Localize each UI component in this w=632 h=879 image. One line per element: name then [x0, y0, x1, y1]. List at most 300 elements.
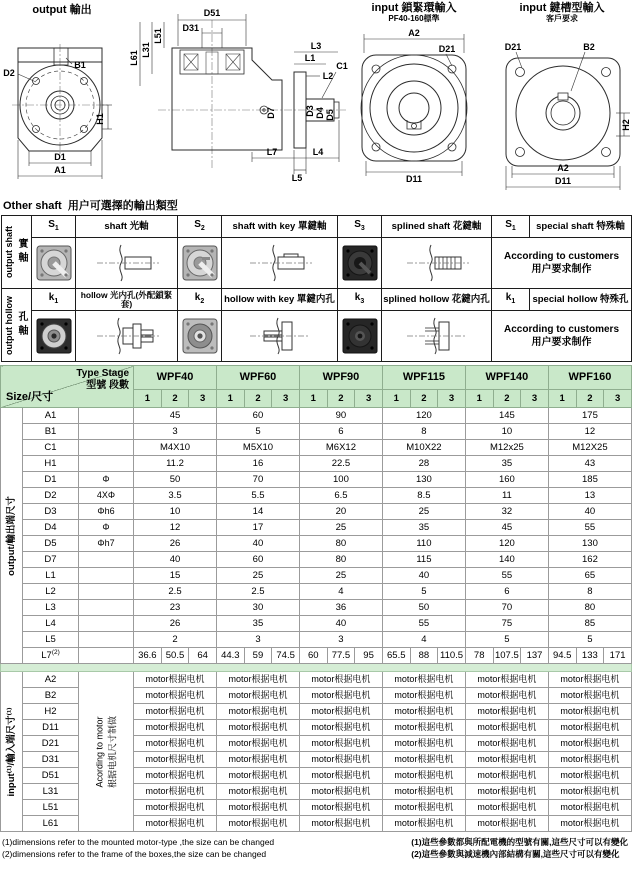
shaft-special-note: [492, 238, 632, 289]
value-cell: 162: [548, 552, 631, 568]
value-cell: 11: [465, 488, 548, 504]
footnotes-chinese: [411, 836, 628, 861]
value-cell: 40: [134, 552, 217, 568]
hollow-code-special: [492, 289, 530, 311]
corner-size-label: Size/尺寸: [6, 391, 54, 404]
hollow-label-plain: hollow 光内孔(外配鎖緊套): [76, 289, 178, 311]
row-name-l5: [23, 632, 79, 648]
shaft-code-s3: [338, 216, 382, 238]
value-cell: 25: [299, 568, 382, 584]
motor-value-cell-wpf40: motor根据电机: [134, 704, 217, 720]
value-cell: 60: [299, 648, 327, 664]
row-name-text: D5: [44, 537, 57, 549]
value-cell: 3.5: [134, 488, 217, 504]
shaft-special-note-en: According to customers: [503, 250, 620, 262]
type-header-wpf140: WPF140: [465, 366, 548, 390]
corner-type-zh: 型號 段數: [86, 380, 130, 391]
code-letter: k: [505, 292, 512, 304]
row-name-text: L7: [41, 650, 52, 662]
shaft-label-special: special shaft 特殊軸: [530, 216, 632, 238]
output-hollow-side-en: output hollow: [4, 295, 14, 355]
row-name-text: D2: [44, 489, 57, 501]
motor-value-cell-wpf115: motor根据电机: [382, 768, 465, 784]
code-letter: k: [194, 292, 201, 304]
dim-label-l3: L3: [310, 41, 322, 51]
motor-value-cell-wpf140: motor根据电机: [465, 672, 548, 688]
hollow-label-special: special hollow 特殊孔: [530, 289, 632, 311]
shaft-key-drawing-image: [244, 241, 316, 285]
shaft-drawing-spline: [382, 238, 492, 289]
value-cell: 95: [355, 648, 383, 664]
dim-label-l31: L31: [141, 42, 151, 58]
row-symbol: [79, 568, 134, 584]
motor-value-cell-wpf60: motor根据电机: [216, 800, 299, 816]
drawing-output-front-view: [3, 2, 112, 179]
value-cell: 120: [465, 536, 548, 552]
dim-label-d11: D11: [405, 174, 423, 184]
value-cell: 3: [216, 632, 299, 648]
motor-value-cell-wpf140: motor根据电机: [465, 736, 548, 752]
code-letter: S: [354, 219, 361, 231]
dim-label-d7: D7: [266, 107, 276, 119]
hollow-flange-photo-dark-image: [340, 316, 380, 356]
value-cell: 28: [382, 456, 465, 472]
value-cell: M5X10: [216, 440, 299, 456]
value-cell: 12: [548, 424, 631, 440]
value-cell: 65.5: [382, 648, 410, 664]
value-cell: 20: [299, 504, 382, 520]
row-name-text: C1: [44, 441, 57, 453]
value-cell: 17: [216, 520, 299, 536]
table-row-l2: [1, 584, 632, 600]
value-cell: 8.5: [382, 488, 465, 504]
value-cell: 80: [548, 600, 631, 616]
stage-header-wpf160-3: 3: [604, 390, 632, 408]
corner-type-en: Type Stage: [76, 368, 130, 379]
row-symbol: [79, 456, 134, 472]
footnote-zh-2: (2)這些參數與減速機內部結構有關,這些尺寸可以有變化: [411, 849, 620, 860]
row-name-c1: [23, 440, 79, 456]
motor-value-cell-wpf115: motor根据电机: [382, 720, 465, 736]
value-cell: 5: [465, 632, 548, 648]
value-cell: 80: [299, 536, 382, 552]
input-keyway-title: input 鍵槽型輸入: [519, 2, 605, 14]
technical-drawings: [0, 0, 632, 196]
motor-value-cell-wpf40: motor根据电机: [134, 672, 217, 688]
hollow-photo-k2: [178, 311, 222, 362]
input-keyway-subtitle: 客戶要求: [546, 14, 578, 23]
motor-value-cell-wpf160: motor根据电机: [548, 736, 631, 752]
dim-label-h1: H1: [95, 113, 105, 125]
output-section-label: [1, 408, 23, 664]
row-symbol: [79, 584, 134, 600]
value-cell: 175: [548, 408, 631, 424]
value-cell: 25: [382, 504, 465, 520]
value-cell: 26: [134, 536, 217, 552]
motor-value-cell-wpf90: motor根据电机: [299, 816, 382, 832]
table-row-d3: [1, 504, 632, 520]
value-cell: 55: [465, 568, 548, 584]
row-name-d51: D51: [23, 768, 79, 784]
motor-value-cell-wpf60: motor根据电机: [216, 736, 299, 752]
row-name-d5: [23, 536, 79, 552]
value-cell: 88: [410, 648, 438, 664]
value-cell: 2: [134, 632, 217, 648]
value-cell: 65: [548, 568, 631, 584]
hollow-label-spline: splined hollow 花鍵内孔: [382, 289, 492, 311]
other-shaft-title-zh: 用户可選擇的輸出類型: [67, 200, 178, 212]
code-sub: 2: [200, 225, 205, 233]
motor-value-cell-wpf90: motor根据电机: [299, 800, 382, 816]
dim-label-d1: D1: [54, 152, 66, 162]
row-name-b2: B2: [23, 688, 79, 704]
dim-label-d4: D4: [315, 107, 325, 119]
dim-label-l1: L1: [304, 53, 316, 63]
code-sub: 1: [511, 298, 516, 306]
hollow-special-note: [492, 311, 632, 362]
row-name-d11: D11: [23, 720, 79, 736]
table-row-l7: [1, 648, 632, 664]
row-name-l61: L61: [23, 816, 79, 832]
stage-header-wpf140-2: 2: [493, 390, 521, 408]
row-name-text: D4: [44, 521, 57, 533]
hollow-flange-photo-image: [34, 316, 74, 356]
code-letter: k: [48, 292, 55, 304]
motor-value-cell-wpf115: motor根据电机: [382, 800, 465, 816]
row-symbol: 4XΦ: [79, 488, 134, 504]
motor-value-cell-wpf160: motor根据电机: [548, 800, 631, 816]
shaft-spline-drawing-image: [401, 241, 473, 285]
code-sub: 2: [200, 298, 205, 306]
motor-value-cell-wpf60: motor根据电机: [216, 768, 299, 784]
row-symbol: [79, 616, 134, 632]
output-shaft-side-en: output shaft: [4, 226, 14, 278]
table-row-b1: [1, 424, 632, 440]
table-row-d5: [1, 536, 632, 552]
value-cell: 10: [465, 424, 548, 440]
motor-value-cell-wpf90: motor根据电机: [299, 672, 382, 688]
value-cell: 137: [521, 648, 549, 664]
stage-header-wpf160-2: 2: [576, 390, 604, 408]
hollow-drawing-spline: [382, 311, 492, 362]
motor-value-cell-wpf60: motor根据电机: [216, 672, 299, 688]
motor-value-cell-wpf115: motor根据电机: [382, 704, 465, 720]
motor-value-cell-wpf90: motor根据电机: [299, 704, 382, 720]
row-symbol: Φh7: [79, 536, 134, 552]
motor-value-cell-wpf40: motor根据电机: [134, 752, 217, 768]
dim-label-l4: L4: [312, 147, 324, 157]
value-cell: 74.5: [272, 648, 300, 664]
motor-value-cell-wpf140: motor根据电机: [465, 784, 548, 800]
footnotes-english: [2, 836, 274, 861]
type-header-wpf160: WPF160: [548, 366, 631, 390]
value-cell: 23: [134, 600, 217, 616]
shaft-photo-s3: [338, 238, 382, 289]
row-name-text: L5: [45, 633, 56, 645]
motor-value-cell-wpf160: motor根据电机: [548, 704, 631, 720]
value-cell: M12x25: [465, 440, 548, 456]
table-row-a1: [1, 408, 632, 424]
value-cell: 145: [465, 408, 548, 424]
corner-type-label: [76, 368, 129, 392]
code-sub: 3: [360, 298, 365, 306]
table-row-c1: [1, 440, 632, 456]
table-row-d2: [1, 488, 632, 504]
dim-label-l2: L2: [322, 71, 334, 81]
table-row-l3: [1, 600, 632, 616]
value-cell: 160: [465, 472, 548, 488]
row-name-text: H1: [44, 457, 57, 469]
motor-value-cell-wpf140: motor根据电机: [465, 688, 548, 704]
value-cell: 35: [465, 456, 548, 472]
row-name-l4: [23, 616, 79, 632]
value-cell: 15: [134, 568, 217, 584]
value-cell: 25: [216, 568, 299, 584]
table-row-l4: [1, 616, 632, 632]
footnote-en-2: (2)dimensions refer to the frame of the boxes,the size can be changed: [2, 849, 267, 860]
table-row-l5: [1, 632, 632, 648]
output-shaft-side-zh: 實軸: [16, 238, 27, 266]
stage-header-wpf115-3: 3: [438, 390, 466, 408]
value-cell: 14: [216, 504, 299, 520]
value-cell: 50.5: [161, 648, 189, 664]
motor-value-cell-wpf60: motor根据电机: [216, 784, 299, 800]
code-letter: S: [194, 219, 201, 231]
row-name-d1: [23, 472, 79, 488]
value-cell: 44.3: [216, 648, 244, 664]
value-cell: 35: [382, 520, 465, 536]
motor-value-cell-wpf60: motor根据电机: [216, 720, 299, 736]
value-cell: 64: [189, 648, 217, 664]
value-cell: 59: [244, 648, 272, 664]
dim-label-l7: L7: [266, 147, 278, 157]
shaft-code-s2: [178, 216, 222, 238]
code-sub: 3: [360, 225, 365, 233]
motor-value-cell-wpf40: motor根据电机: [134, 768, 217, 784]
row-name-h2: H2: [23, 704, 79, 720]
value-cell: 13: [548, 488, 631, 504]
motor-value-cell-wpf160: motor根据电机: [548, 688, 631, 704]
value-cell: 115: [382, 552, 465, 568]
hollow-special-note-en: According to customers: [503, 323, 620, 335]
value-cell: 5: [216, 424, 299, 440]
row-name-a1: [23, 408, 79, 424]
row-symbol: [79, 600, 134, 616]
value-cell: 100: [299, 472, 382, 488]
motor-value-cell-wpf40: motor根据电机: [134, 736, 217, 752]
input-lockring-title: input 鎖緊環輸入: [371, 2, 457, 14]
drawing-input-lockring-view: [361, 0, 467, 184]
flange-photo-dark-image: [340, 243, 380, 283]
dim-label-l51: L51: [153, 28, 163, 44]
stage-header-wpf60-3: 3: [272, 390, 300, 408]
motor-value-cell-wpf115: motor根据电机: [382, 784, 465, 800]
motor-value-cell-wpf90: motor根据电机: [299, 688, 382, 704]
motor-value-cell-wpf40: motor根据电机: [134, 784, 217, 800]
table-row-h1: [1, 456, 632, 472]
stage-header-wpf90-1: 1: [299, 390, 327, 408]
row-name-l51: L51: [23, 800, 79, 816]
row-name-d31: D31: [23, 752, 79, 768]
motor-value-cell-wpf140: motor根据电机: [465, 720, 548, 736]
row-name-l1: [23, 568, 79, 584]
value-cell: 4: [299, 584, 382, 600]
hollow-flange-photo-image: [180, 316, 220, 356]
value-cell: 77.5: [327, 648, 355, 664]
value-cell: 60: [216, 552, 299, 568]
row-name-l7: [23, 648, 79, 664]
hollow-special-note-zh: 用户要求制作: [531, 337, 592, 348]
value-cell: 30: [216, 600, 299, 616]
row-symbol: Φ: [79, 520, 134, 536]
motor-value-cell-wpf90: motor根据电机: [299, 784, 382, 800]
value-cell: 6: [465, 584, 548, 600]
motor-value-cell-wpf160: motor根据电机: [548, 784, 631, 800]
row-name-superscript: (2): [51, 649, 60, 657]
motor-value-cell-wpf60: motor根据电机: [216, 752, 299, 768]
stage-header-wpf115-2: 2: [410, 390, 438, 408]
other-shaft-title: [3, 197, 632, 213]
value-cell: M12X25: [548, 440, 631, 456]
stage-header-wpf90-3: 3: [355, 390, 383, 408]
output-drawing-title: output 輸出: [32, 4, 92, 16]
value-cell: 8: [548, 584, 631, 600]
input-lockring-subtitle: PF40-160標準: [388, 14, 440, 23]
dim-label-l5: L5: [291, 173, 303, 183]
hollow-code-k1: [32, 289, 76, 311]
dim-label-d3: D3: [305, 105, 315, 117]
value-cell: 120: [382, 408, 465, 424]
shaft-special-note-zh: 用户要求制作: [531, 264, 592, 275]
drawing-side-section-view: [129, 8, 348, 183]
motor-value-cell-wpf60: motor根据电机: [216, 816, 299, 832]
value-cell: 11.2: [134, 456, 217, 472]
dim-label-d21-2: D21: [504, 42, 522, 52]
row-name-text: D7: [44, 553, 57, 565]
shaft-label-spline: splined shaft 花鍵軸: [382, 216, 492, 238]
motor-value-cell-wpf115: motor根据电机: [382, 672, 465, 688]
row-name-d7: [23, 552, 79, 568]
dim-label-l61: L61: [129, 50, 139, 66]
table-row-d4: [1, 520, 632, 536]
value-cell: 5.5: [216, 488, 299, 504]
value-cell: 55: [548, 520, 631, 536]
code-letter: S: [48, 219, 55, 231]
motor-value-cell-wpf140: motor根据电机: [465, 768, 548, 784]
value-cell: 90: [299, 408, 382, 424]
value-cell: 36.6: [134, 648, 162, 664]
dim-label-d5: D5: [325, 109, 335, 121]
value-cell: 4: [382, 632, 465, 648]
row-name-text: B1: [44, 425, 57, 437]
according-to-motor-note: [79, 672, 134, 832]
footnote-zh-1: (1)這些參數都與所配電機的型號有關,這些尺寸可以有變化: [411, 837, 628, 847]
value-cell: 36: [299, 600, 382, 616]
row-name-d4: [23, 520, 79, 536]
drawing-input-keyway-view: [505, 0, 631, 190]
dim-label-d21: D21: [438, 44, 456, 54]
stage-header-wpf140-3: 3: [521, 390, 549, 408]
according-note-en: Acording to motor: [94, 715, 105, 788]
motor-value-cell-wpf40: motor根据电机: [134, 720, 217, 736]
type-header-wpf60: WPF60: [216, 366, 299, 390]
shaft-drawing-key: [222, 238, 338, 289]
stage-header-wpf40-2: 2: [161, 390, 189, 408]
value-cell: 40: [216, 536, 299, 552]
value-cell: 133: [576, 648, 604, 664]
other-shaft-table: [1, 215, 632, 362]
row-name-l2: [23, 584, 79, 600]
motor-value-cell-wpf140: motor根据电机: [465, 816, 548, 832]
value-cell: 60: [216, 408, 299, 424]
section-divider-row: [1, 664, 632, 672]
row-symbol: [79, 648, 134, 664]
row-symbol: Φh6: [79, 504, 134, 520]
stage-header-wpf60-2: 2: [244, 390, 272, 408]
shaft-code-special: [492, 216, 530, 238]
row-name-l31: L31: [23, 784, 79, 800]
value-cell: 45: [465, 520, 548, 536]
hollow-label-key: hollow with key 單鍵内孔: [222, 289, 338, 311]
motor-value-cell-wpf40: motor根据电机: [134, 800, 217, 816]
value-cell: 171: [604, 648, 632, 664]
motor-value-cell-wpf160: motor根据电机: [548, 816, 631, 832]
value-cell: 2.5: [216, 584, 299, 600]
hollow-spline-drawing-image: [401, 314, 473, 358]
dim-label-a1: A1: [54, 165, 66, 175]
row-symbol: [79, 424, 134, 440]
dim-label-a2: A2: [408, 28, 420, 38]
value-cell: 80: [299, 552, 382, 568]
value-cell: 140: [465, 552, 548, 568]
output-hollow-side-zh: 孔軸: [16, 310, 27, 339]
motor-value-cell-wpf160: motor根据电机: [548, 752, 631, 768]
motor-value-cell-wpf160: motor根据电机: [548, 720, 631, 736]
value-cell: 50: [134, 472, 217, 488]
row-name-text: D3: [44, 505, 57, 517]
value-cell: 43: [548, 456, 631, 472]
value-cell: 3: [299, 632, 382, 648]
dim-label-d2: D2: [3, 68, 15, 78]
output-shaft-side-header: [2, 216, 32, 289]
shaft-label-plain: shaft 光軸: [76, 216, 178, 238]
section-divider: [1, 664, 632, 672]
dim-label-b2: B2: [583, 42, 595, 52]
value-cell: 40: [382, 568, 465, 584]
row-name-l3: [23, 600, 79, 616]
type-header-wpf40: WPF40: [134, 366, 217, 390]
value-cell: 85: [548, 616, 631, 632]
other-shaft-title-en: Other shaft: [3, 200, 62, 212]
value-cell: 5: [382, 584, 465, 600]
input-section-label: [1, 672, 23, 832]
value-cell: M4X10: [134, 440, 217, 456]
dim-label-b1: B1: [74, 60, 86, 70]
dim-label-d11-2: D11: [554, 176, 572, 186]
code-sub: 1: [54, 298, 59, 306]
value-cell: 40: [299, 616, 382, 632]
value-cell: 130: [548, 536, 631, 552]
dim-label-a2-2: A2: [557, 163, 569, 173]
hollow-drawing-key: [222, 311, 338, 362]
flange-photo-image: [180, 243, 220, 283]
value-cell: 26: [134, 616, 217, 632]
table-row-d1: [1, 472, 632, 488]
according-note-wrap: [93, 715, 118, 787]
shaft-plain-drawing-image: [91, 241, 163, 285]
shaft-code-s1: [32, 216, 76, 238]
row-name-d21: D21: [23, 736, 79, 752]
